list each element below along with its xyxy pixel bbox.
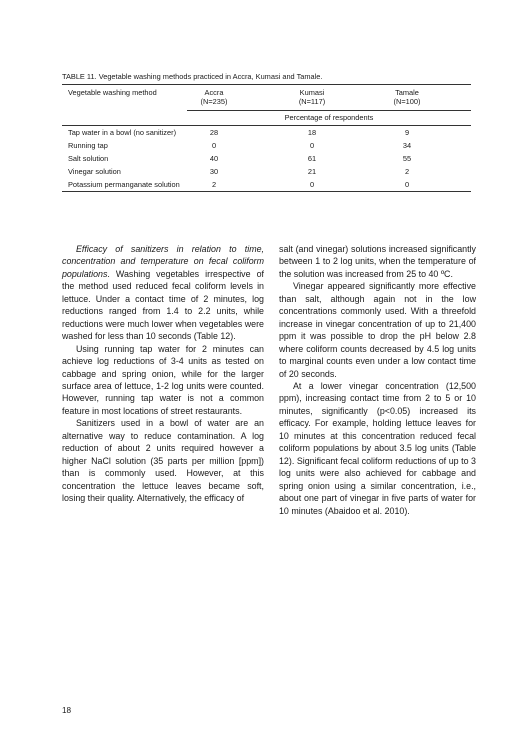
row-method: Running tap	[68, 141, 108, 150]
row-method: Vinegar solution	[68, 167, 121, 176]
paragraph-sanitizers: Sanitizers used in a bowl of water are an alternative way to reduce contamination. A log reduction of about 2 units required however a higher NaCl solution (35 parts per million [ppm]) than is commonly used. However, at this concentration the lettuce leaves became soft, losing their quality. Alternatively, the efficacy of	[62, 418, 264, 504]
table-bottom-rule	[62, 191, 471, 192]
paragraph-text: . Washing vegetables irrespective of the method used reduced fecal coliform levels in lettuce. Under a contact time of 2 minutes, log reductions ranged from 1.4 to 2.2 units, while reductions were much lower when vegetables were washed for less than 10 seconds (Table 12).	[62, 268, 264, 342]
table-top-rule	[62, 84, 471, 85]
header-bottom-rule	[62, 125, 471, 126]
paragraph-lower-concentration: At a lower vinegar concentration (12,500 ppm), increasing contact time from 2 to 5 or 10 minutes, significantly (p<0.05) increased its efficacy. For example, holding lettuce leaves for 10 minutes at this concentration reduced fecal coliform populations by about 3.5 log units (Table 12). Significant fecal coliform reductions of up to 3 log units were also achieved for cabbage and spring onion using a similar concentration, i.e., about one part of vinegar in five parts of water for 10 minutes (Abaidoo et al. 2010).	[279, 380, 476, 516]
row-method: Tap water in a bowl (no sanitizer)	[68, 128, 177, 137]
header-kumasi-n: (N=117)	[298, 97, 326, 106]
header-accra: Accra	[204, 88, 224, 97]
row-accra: 0	[211, 141, 217, 150]
right-column	[279, 243, 476, 517]
row-method: Potassium permanganate solution	[68, 180, 180, 189]
header-accra-n: (N=235)	[200, 97, 228, 106]
row-tamale: 9	[404, 128, 410, 137]
paragraph-temperature: salt (and vinegar) solutions increased significantly between 1 to 2 log units, when the temperature of the solution was increased from 25 to 40 ºC.	[279, 244, 476, 279]
row-method: Salt solution	[68, 154, 109, 163]
table-caption: TABLE 11. Vegetable washing methods practiced in Accra, Kumasi and Tamale.	[62, 72, 323, 81]
row-tamale: 34	[402, 141, 412, 150]
row-accra: 40	[209, 154, 219, 163]
header-mid-rule	[187, 110, 471, 111]
row-kumasi: 0	[309, 141, 315, 150]
row-tamale: 0	[404, 180, 410, 189]
row-tamale: 2	[404, 167, 410, 176]
header-method: Vegetable washing method	[68, 88, 157, 97]
row-kumasi: 18	[307, 128, 317, 137]
row-accra: 28	[209, 128, 219, 137]
paragraph-running-tap: Using running tap water for 2 minutes can achieve log reductions of 3-4 units as tested on cabbage and spring onion, while for the larger surface area of lettuce, 1-2 log units were counted. However, running tap water is not a common feature in most locations of street restaurants.	[62, 343, 264, 416]
left-column	[62, 243, 264, 505]
row-kumasi: 0	[309, 180, 315, 189]
row-kumasi: 61	[307, 154, 317, 163]
row-accra: 2	[211, 180, 217, 189]
row-kumasi: 21	[307, 167, 317, 176]
paragraph-vinegar: Vinegar appeared significantly more effective than salt, although again not in the low concentrations commonly used. With a threefold increase in vinegar concentration of up to 21,400 ppm it was possible to drop the pH below 2.8 where coliform counts decreased by 4.5 log units to marginal counts even under a low contact time of 20 seconds.	[279, 281, 476, 379]
paragraph-efficacy	[62, 243, 264, 343]
row-accra: 30	[209, 167, 219, 176]
row-tamale: 55	[402, 154, 412, 163]
section-heading: Efficacy of sanitizers in relation to time, concentration and temperature on fecal coliform populations	[62, 244, 264, 279]
subheader-percentage: Percentage of respondents	[284, 113, 374, 122]
page-number: 18	[62, 706, 72, 715]
header-tamale: Tamale	[395, 88, 419, 97]
header-kumasi: Kumasi	[299, 88, 325, 97]
header-tamale-n: (N=100)	[393, 97, 421, 106]
